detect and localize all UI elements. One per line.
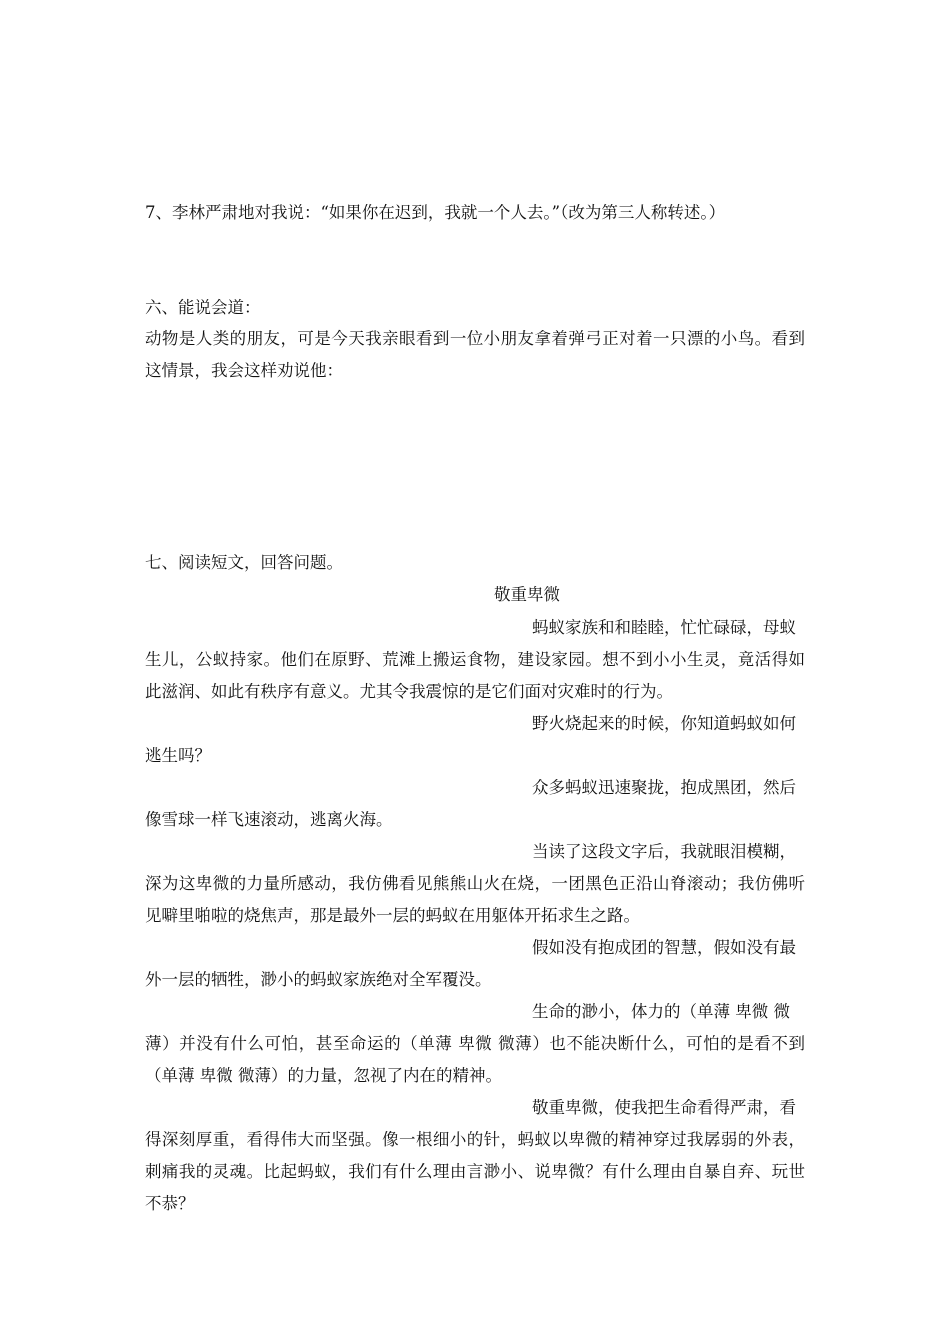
passage-line: 敬重卑微，使我把生命看得严肃，看	[532, 1098, 796, 1117]
passage-title: 敬重卑微	[494, 585, 560, 604]
passage-line: 见噼里啪啦的烧焦声，那是最外一层的蚂蚁在用躯体开拓求生之路。	[145, 906, 640, 925]
passage-line: 假如没有抱成团的智慧，假如没有最	[532, 938, 796, 957]
passage-line: 生命的渺小，体力的（单薄 卑微 微	[532, 1002, 790, 1021]
passage-line: 刺痛我的灵魂。比起蚂蚁，我们有什么理由言渺小、说卑微？有什么理由自暴自弃、玩世	[145, 1162, 805, 1181]
question-7: 7、李林严肃地对我说：“如果你在迟到，我就一个人去。”（改为第三人称转述。）	[145, 203, 726, 222]
passage-line: 蚂蚁家族和和睦睦，忙忙碌碌，母蚁	[532, 618, 796, 637]
section-6-heading: 六、能说会道：	[145, 298, 261, 317]
passage-line: 众多蚂蚁迅速聚拢，抱成黑团，然后	[532, 778, 796, 797]
passage-line: 当读了这段文字后，我就眼泪模糊，	[532, 842, 796, 861]
passage-line: 此滋润、如此有秩序有意义。尤其令我震惊的是它们面对灾难时的行为。	[145, 682, 673, 701]
section-6-line: 这情景，我会这样劝说他：	[145, 361, 343, 380]
passage-line: 像雪球一样飞速滚动，逃离火海。	[145, 810, 393, 829]
passage-line: 生儿，公蚁持家。他们在原野、荒滩上搬运食物，建设家园。想不到小小生灵，竟活得如	[145, 650, 805, 669]
passage-line: 野火烧起来的时候，你知道蚂蚁如何	[532, 714, 796, 733]
passage-line: 逃生吗？	[145, 746, 211, 765]
passage-line: 深为这卑微的力量所感动，我仿佛看见熊熊山火在烧，一团黑色正沿山脊滚动；我仿佛听	[145, 874, 805, 893]
passage-line: 不恭？	[145, 1194, 195, 1213]
passage-line: （单薄 卑微 微薄）的力量，忽视了内在的精神。	[145, 1066, 502, 1085]
section-6-line: 动物是人类的朋友，可是今天我亲眼看到一位小朋友拿着弹弓正对着一只漂的小鸟。看到	[145, 329, 805, 348]
passage-line: 薄）并没有什么可怕，甚至命运的（单薄 卑微 微薄）也不能决断什么，可怕的是看不到	[145, 1034, 805, 1053]
passage-line: 外一层的牺牲，渺小的蚂蚁家族绝对全军覆没。	[145, 970, 492, 989]
passage-line: 得深刻厚重，看得伟大而坚强。像一根细小的针，蚂蚁以卑微的精神穿过我孱弱的外表，	[145, 1130, 805, 1149]
section-7-heading: 七、阅读短文，回答问题。	[145, 553, 343, 572]
